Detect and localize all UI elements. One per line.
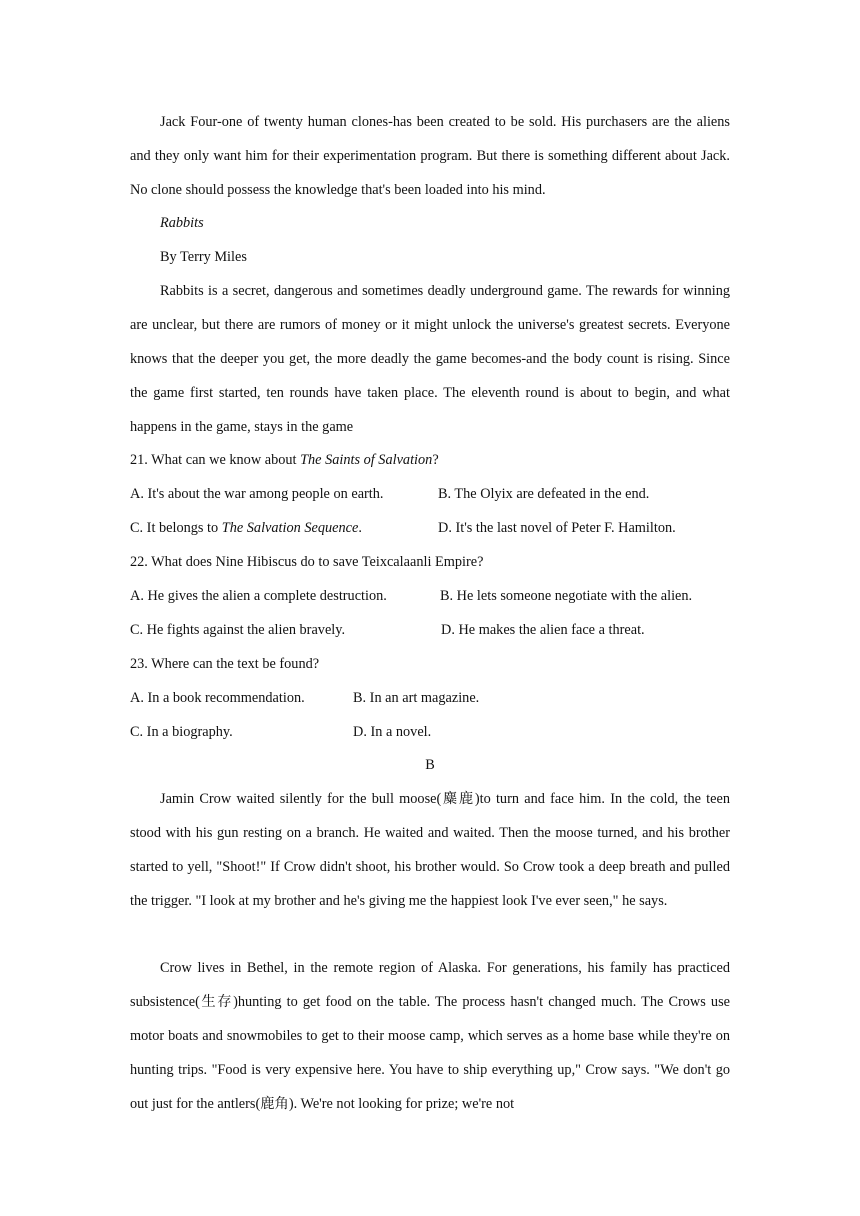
options-row <box>130 681 730 715</box>
stem-prefix: 21. What can we know about <box>130 452 301 468</box>
paragraph-rabbits <box>130 274 730 444</box>
paragraph-jack-four <box>130 105 730 207</box>
paragraph-text: Rabbits is a secret, dangerous and sometimes deadly underground game. The rewards for winning are unclear, but there are rumors of money or it might unlock the universe's greatest secrets. Everyone knows that the deeper you get, the more deadly the game becomes-and the body count is rising. Since the game first started, ten rounds have taken place. The eleventh round is about to begin, and what happens in the game, stays in the game <box>130 283 730 435</box>
options-row <box>130 477 730 511</box>
question-stem: 22. What does Nine Hibiscus do to save Teixcalaanli Empire? <box>130 554 484 570</box>
option-c-title: The Salvation Sequence <box>221 520 359 536</box>
paragraph-text: Crow lives in Bethel, in the remote region of Alaska. For generations, his family has practiced subsistence(生存)hunting to get food on the table. The process hasn't changed much. The Crows use motor boats and snowmobiles to get to their moose camp, which serves as a home base while they're on hunting trips. "Food is very expensive here. You have to ship everything up," Crow says. "We don't go out just for the antlers(鹿角). We're not looking for prize; we're not <box>130 960 730 1112</box>
option-d: D. It's the last novel of Peter F. Hamilton. <box>438 520 676 536</box>
options-row <box>130 613 730 647</box>
question-22 <box>130 545 730 647</box>
option-d: D. In a novel. <box>353 724 432 740</box>
book-title: Rabbits <box>160 215 204 231</box>
section-heading-b <box>130 748 730 782</box>
option-b: B. He lets someone negotiate with the alien. <box>440 588 693 604</box>
options-row <box>130 715 730 749</box>
option-a: A. In a book recommendation. <box>130 690 305 706</box>
section-heading: B <box>425 757 435 773</box>
book-author-rabbits <box>130 240 730 274</box>
option-b: B. The Olyix are defeated in the end. <box>438 486 650 502</box>
question-stem: 23. Where can the text be found? <box>130 656 320 672</box>
question-21 <box>130 443 730 545</box>
paragraph-crow-bethel <box>130 951 730 1121</box>
option-c-prefix: C. It belongs to <box>130 520 222 536</box>
options-row <box>130 511 730 545</box>
question-23 <box>130 647 730 749</box>
option-d: D. He makes the alien face a threat. <box>441 622 645 638</box>
paragraph-text: Jack Four-one of twenty human clones-has been created to be sold. His purchasers are the aliens and they only want him for their experimentation program. But there is something different about Jack. No clone should possess the knowledge that's been loaded into his mind. <box>130 114 730 198</box>
options-row <box>130 579 730 613</box>
paragraph-text: Jamin Crow waited silently for the bull moose(麋鹿)to turn and face him. In the cold, the teen stood with his gun resting on a branch. He waited and waited. Then the moose turned, and his brother started to yell, "Shoot!" If Crow didn't shoot, his brother would. So Crow took a deep breath and pulled the trigger. "I look at my brother and he's giving me the happiest look I've ever seen," he says. <box>130 791 730 909</box>
option-b: B. In an art magazine. <box>353 690 480 706</box>
option-c: C. In a biography. <box>130 724 233 740</box>
option-c <box>130 511 438 545</box>
stem-title: The Saints of Salvation <box>300 452 433 468</box>
option-a: A. It's about the war among people on earth. <box>130 486 384 502</box>
author-line: By Terry Miles <box>160 249 247 265</box>
book-title-rabbits <box>130 206 730 240</box>
stem-suffix: ? <box>432 452 439 468</box>
option-a: A. He gives the alien a complete destruction. <box>130 588 387 604</box>
option-c: C. He fights against the alien bravely. <box>130 622 346 638</box>
option-c-suffix: . <box>358 520 362 536</box>
question-stem <box>130 443 730 477</box>
paragraph-crow-hunt <box>130 782 730 918</box>
